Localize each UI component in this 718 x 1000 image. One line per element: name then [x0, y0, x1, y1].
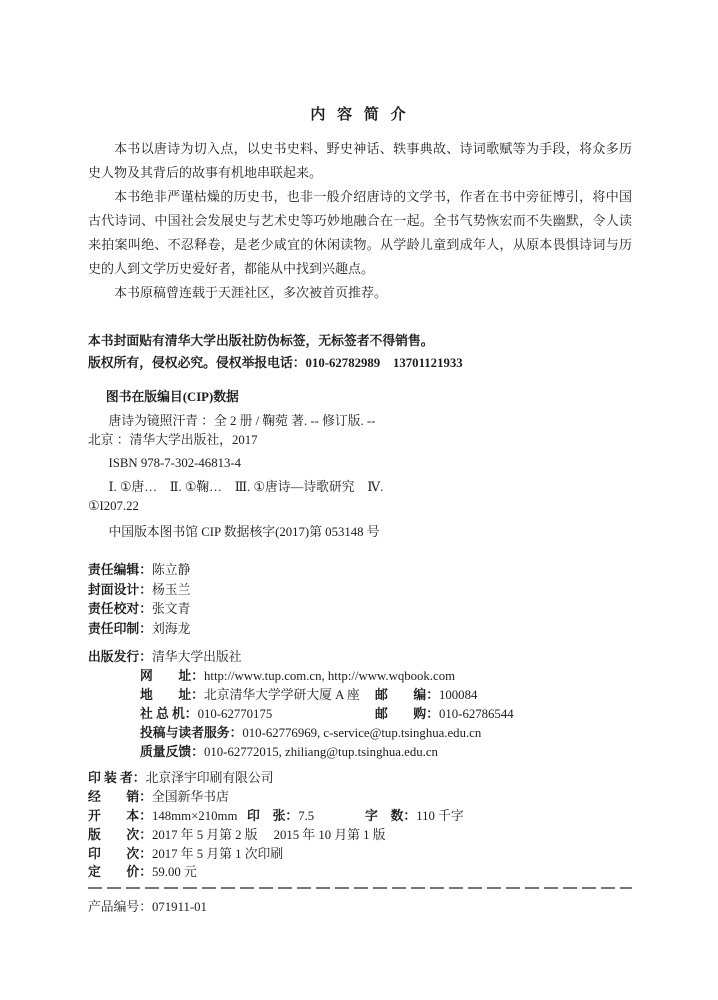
publisher-row-switchboard [88, 705, 632, 724]
credit-value: 刘海龙 [151, 621, 191, 636]
format-value: 148mm×210mm [151, 808, 238, 823]
cip-registry-line: 中国版本图书馆 CIP 数据核字(2017)第 053148 号 [108, 525, 380, 539]
cip-classification-code: ①I207.22 [88, 499, 139, 513]
publisher-label: 出版发行： [88, 650, 152, 665]
isbn-line: ISBN 978-7-302-46813-4 [108, 456, 242, 470]
publisher-main-row [88, 648, 632, 667]
word-count-pair [365, 807, 464, 826]
binder-label: 印 装 者： [88, 771, 146, 786]
mail-order-label: 邮 购： [375, 707, 439, 722]
distribution-label: 经 销： [88, 790, 152, 805]
intro-paragraph: 本书原稿曾连载于天涯社区，多次被首页推荐。 [114, 285, 388, 300]
printing-row-impression [88, 845, 632, 864]
edition-label: 版 次： [88, 827, 152, 842]
printing-row-binder [88, 769, 632, 788]
cip-book-line: 唐诗为镜照汗青 ：全 2 册 / 鞠菀 著. -- 修订版. -- [108, 414, 376, 428]
reader-service-value: 010-62776969, c-service@tup.tsinghua.edu.cn [242, 726, 482, 741]
price-label: 定 价： [88, 865, 152, 880]
printing-row-format [88, 807, 632, 826]
website-label: 网 址： [140, 669, 204, 684]
staff-credits-section [88, 561, 632, 639]
postcode-label: 邮 编： [375, 688, 439, 703]
intro-paragraph: 本书绝非严谨枯燥的历史书，也非一般介绍唐诗的文学书，作者在书中旁征博引，将中国古代诗词、中国社会发展史与艺术史等巧妙地融合在一起。全书气势恢宏而不失幽默，令人读来拍案叫绝、不忍释卷，是老少咸宜的休闲读物。从学龄儿童到成年人，从原本畏惧诗词与历史的人到文学历史爱好者，都能从中找到兴趣点。 [88, 189, 632, 276]
credit-row [88, 620, 632, 640]
word-count-label: 字 数： [365, 808, 417, 823]
content-intro-title: 内 容 简 介 [310, 107, 410, 123]
cip-classification-line: Ⅰ. ①唐… Ⅱ. ①鞠… Ⅲ. ①唐诗—诗歌研究 Ⅳ. [108, 480, 384, 494]
rights-reserved-line: 版权所有，侵权必究。侵权举报电话：010-62782989 13701121933 [88, 356, 463, 370]
content-intro-section [88, 103, 632, 305]
product-number-label: 产品编号： [88, 900, 152, 915]
product-number-row [88, 898, 632, 917]
credit-label: 封面设计： [88, 582, 152, 597]
cip-data-section [88, 388, 632, 542]
credit-row [88, 561, 632, 581]
credit-row [88, 581, 632, 601]
edition-value: 2017 年 5 月第 2 版 [151, 827, 258, 842]
product-number-value: 071911-01 [151, 900, 207, 915]
website-value: http://www.tup.com.cn, http://www.wqbook.com [203, 669, 456, 684]
credit-value: 张文青 [151, 602, 191, 617]
address-value: 北京清华大学学研大厦 A 座 [203, 688, 360, 703]
credit-row [88, 600, 632, 620]
publisher-row-website [88, 667, 632, 686]
address-label: 地 址： [140, 688, 204, 703]
intro-paragraph: 本书以唐诗为切入点，以史书史料、野史神话、轶事典故、诗词歌赋等为手段，将众多历史人物及其背后的故事有机地串联起来。 [88, 141, 632, 180]
reader-service-label: 投稿与读者服务： [140, 726, 243, 741]
format-label: 开 本： [88, 808, 152, 823]
cip-header: 图书在版编目(CIP)数据 [105, 390, 239, 404]
copyright-notice [88, 330, 632, 374]
publisher-row-quality-feedback [88, 743, 632, 762]
dashed-divider [88, 887, 632, 889]
quality-feedback-value: 010-62772015, zhiliang@tup.tsinghua.edu.cn [203, 745, 438, 760]
cip-city-line: 北京 ：清华大学出版社，2017 [88, 433, 258, 447]
sheets-label: 印 张： [247, 808, 299, 823]
first-edition-value: 2015 年 10 月第 1 版 [273, 827, 386, 842]
printing-section [88, 769, 632, 882]
credit-label: 责任印制： [88, 621, 152, 636]
publisher-row-reader-service [88, 724, 632, 743]
sheets-pair [247, 807, 314, 826]
distribution-value: 全国新华书店 [151, 790, 229, 805]
printing-row-distribution [88, 788, 632, 807]
printing-row-price [88, 863, 632, 882]
binder-value: 北京泽宇印刷有限公司 [145, 771, 274, 786]
price-value: 59.00 元 [151, 865, 197, 880]
anti-counterfeit-line: 本书封面贴有清华大学出版社防伪标签，无标签者不得销售。 [88, 334, 434, 348]
mail-order-pair [375, 705, 514, 724]
sheets-value: 7.5 [298, 808, 315, 823]
publisher-name: 清华大学出版社 [151, 650, 242, 665]
printing-row-edition [88, 826, 632, 845]
credit-value: 杨玉兰 [151, 582, 191, 597]
credit-label: 责任编辑： [88, 563, 152, 577]
impression-value: 2017 年 5 月第 1 次印刷 [151, 846, 284, 861]
publisher-section [88, 648, 632, 762]
switchboard-label: 社 总 机： [140, 707, 198, 722]
mail-order-value: 010-62786544 [438, 707, 514, 722]
switchboard-value: 010-62770175 [197, 707, 273, 722]
postcode-pair [375, 686, 477, 705]
credit-value: 陈立静 [151, 563, 191, 577]
postcode-value: 100084 [438, 688, 478, 703]
quality-feedback-label: 质量反馈： [140, 745, 204, 760]
impression-label: 印 次： [88, 846, 152, 861]
publisher-row-address [88, 686, 632, 705]
word-count-value: 110 千字 [416, 808, 464, 823]
credit-label: 责任校对： [88, 602, 152, 617]
